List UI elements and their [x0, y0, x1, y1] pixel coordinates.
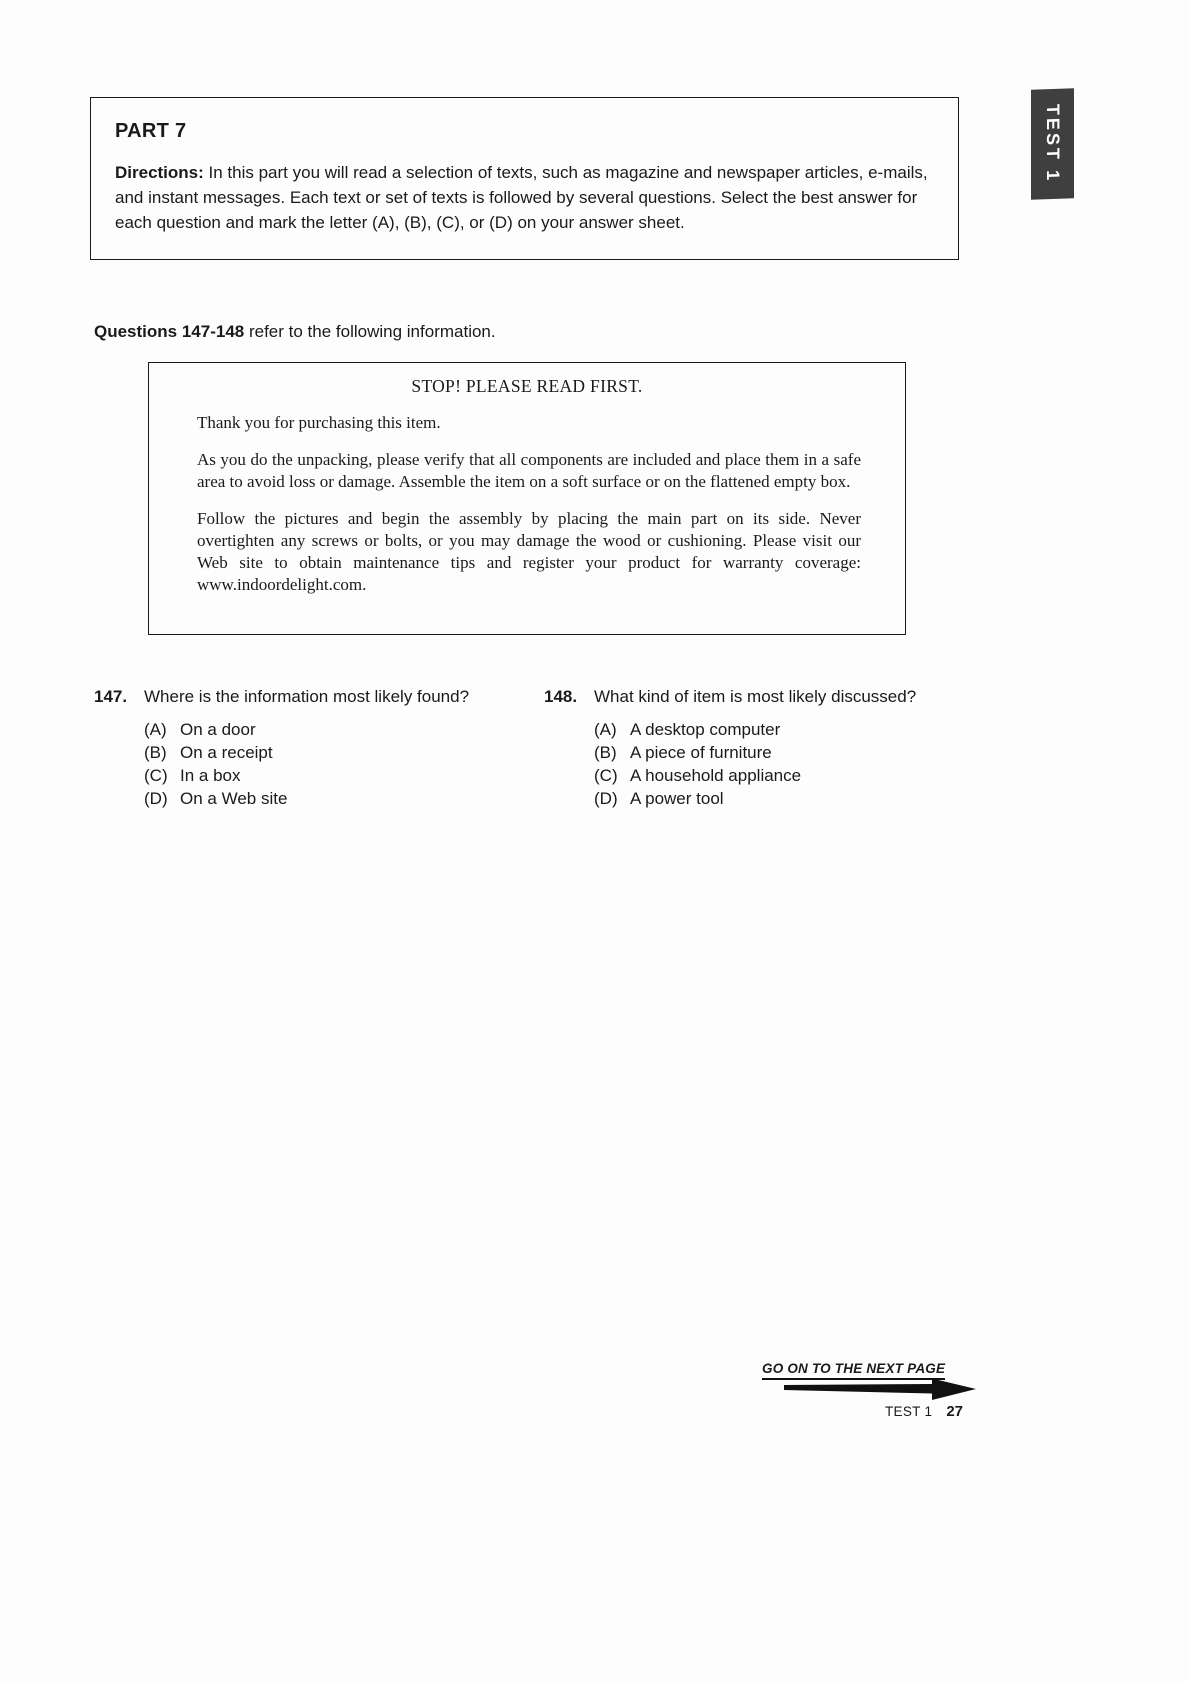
directions-paragraph: [115, 160, 934, 235]
question-line: [544, 686, 994, 708]
option-text: A piece of furniture: [630, 743, 772, 762]
footer-test-label: TEST 1: [884, 1404, 933, 1419]
option-text: In a box: [180, 766, 241, 785]
question-147: [94, 686, 544, 810]
option-letter: (C): [144, 766, 168, 785]
option-text: On a receipt: [180, 743, 273, 762]
questions-intro: [94, 322, 496, 342]
test-tab: [1031, 88, 1074, 200]
options-list: [144, 718, 544, 810]
options-list: [594, 718, 994, 810]
question-number: 148.: [544, 687, 578, 706]
option-text: A desktop computer: [630, 720, 781, 739]
option-letter: (A): [594, 720, 617, 739]
option-letter: (C): [594, 766, 618, 785]
passage-paragraph: As you do the unpacking, please verify that all components are included and place them in a safe area to avoid loss or damage. Assemble the item on a soft surface or on the flattened empty box.: [197, 450, 861, 491]
option-letter: (B): [594, 743, 617, 762]
option-text: On a door: [180, 720, 256, 739]
question-148: [544, 686, 994, 810]
questions-row: [94, 686, 994, 810]
passage-title: STOP! PLEASE READ FIRST.: [411, 376, 643, 396]
next-page-arrow: [784, 1377, 976, 1402]
option-d: [594, 787, 994, 810]
page-footer: [0, 1403, 963, 1421]
option-d: [144, 787, 544, 810]
part-title: PART 7: [115, 120, 187, 142]
question-text: What kind of item is most likely discussed?: [594, 687, 917, 706]
option-a: [594, 718, 994, 741]
question-number: 147.: [94, 687, 128, 706]
option-text: On a Web site: [180, 789, 288, 808]
question-line: [94, 686, 544, 708]
directions-label: Directions:: [115, 163, 204, 182]
questions-intro-text: refer to the following information.: [244, 322, 496, 341]
passage-paragraph: Thank you for purchasing this item.: [197, 413, 441, 432]
option-letter: (D): [594, 789, 618, 808]
footer-page-number: 27: [946, 1403, 963, 1420]
option-b: [144, 741, 544, 764]
go-on-next-page: [762, 1360, 977, 1404]
directions-body: In this part you will read a selection of texts, such as magazine and newspaper articles, e-mails, and instant messages. Each text or set of texts is followed by several questions. Select the best answer for each question and mark the letter (A), (B), (C), or (D) on your answer sheet.: [115, 163, 928, 232]
option-text: A household appliance: [630, 766, 802, 785]
go-on-text: GO ON TO THE NEXT PAGE: [762, 1361, 945, 1380]
option-c: [144, 764, 544, 787]
test-tab-label: TEST 1: [1043, 104, 1063, 184]
option-letter: (D): [144, 789, 168, 808]
option-a: [144, 718, 544, 741]
option-b: [594, 741, 994, 764]
question-text: Where is the information most likely found?: [144, 687, 470, 706]
option-c: [594, 764, 994, 787]
part-directions-box: [90, 97, 959, 260]
passage-box: [148, 362, 906, 635]
questions-range: Questions 147-148: [94, 322, 245, 341]
option-letter: (B): [144, 743, 167, 762]
option-letter: (A): [144, 720, 167, 739]
passage-paragraph: Follow the pictures and begin the assembly by placing the main part on its side. Never overtighten any screws or bolts, or you may damage the wood or cushioning. Please visit our Web site to obtain maintenance tips and register your product for warranty coverage: www.indoordelight.com.: [197, 509, 861, 594]
option-text: A power tool: [630, 789, 724, 808]
